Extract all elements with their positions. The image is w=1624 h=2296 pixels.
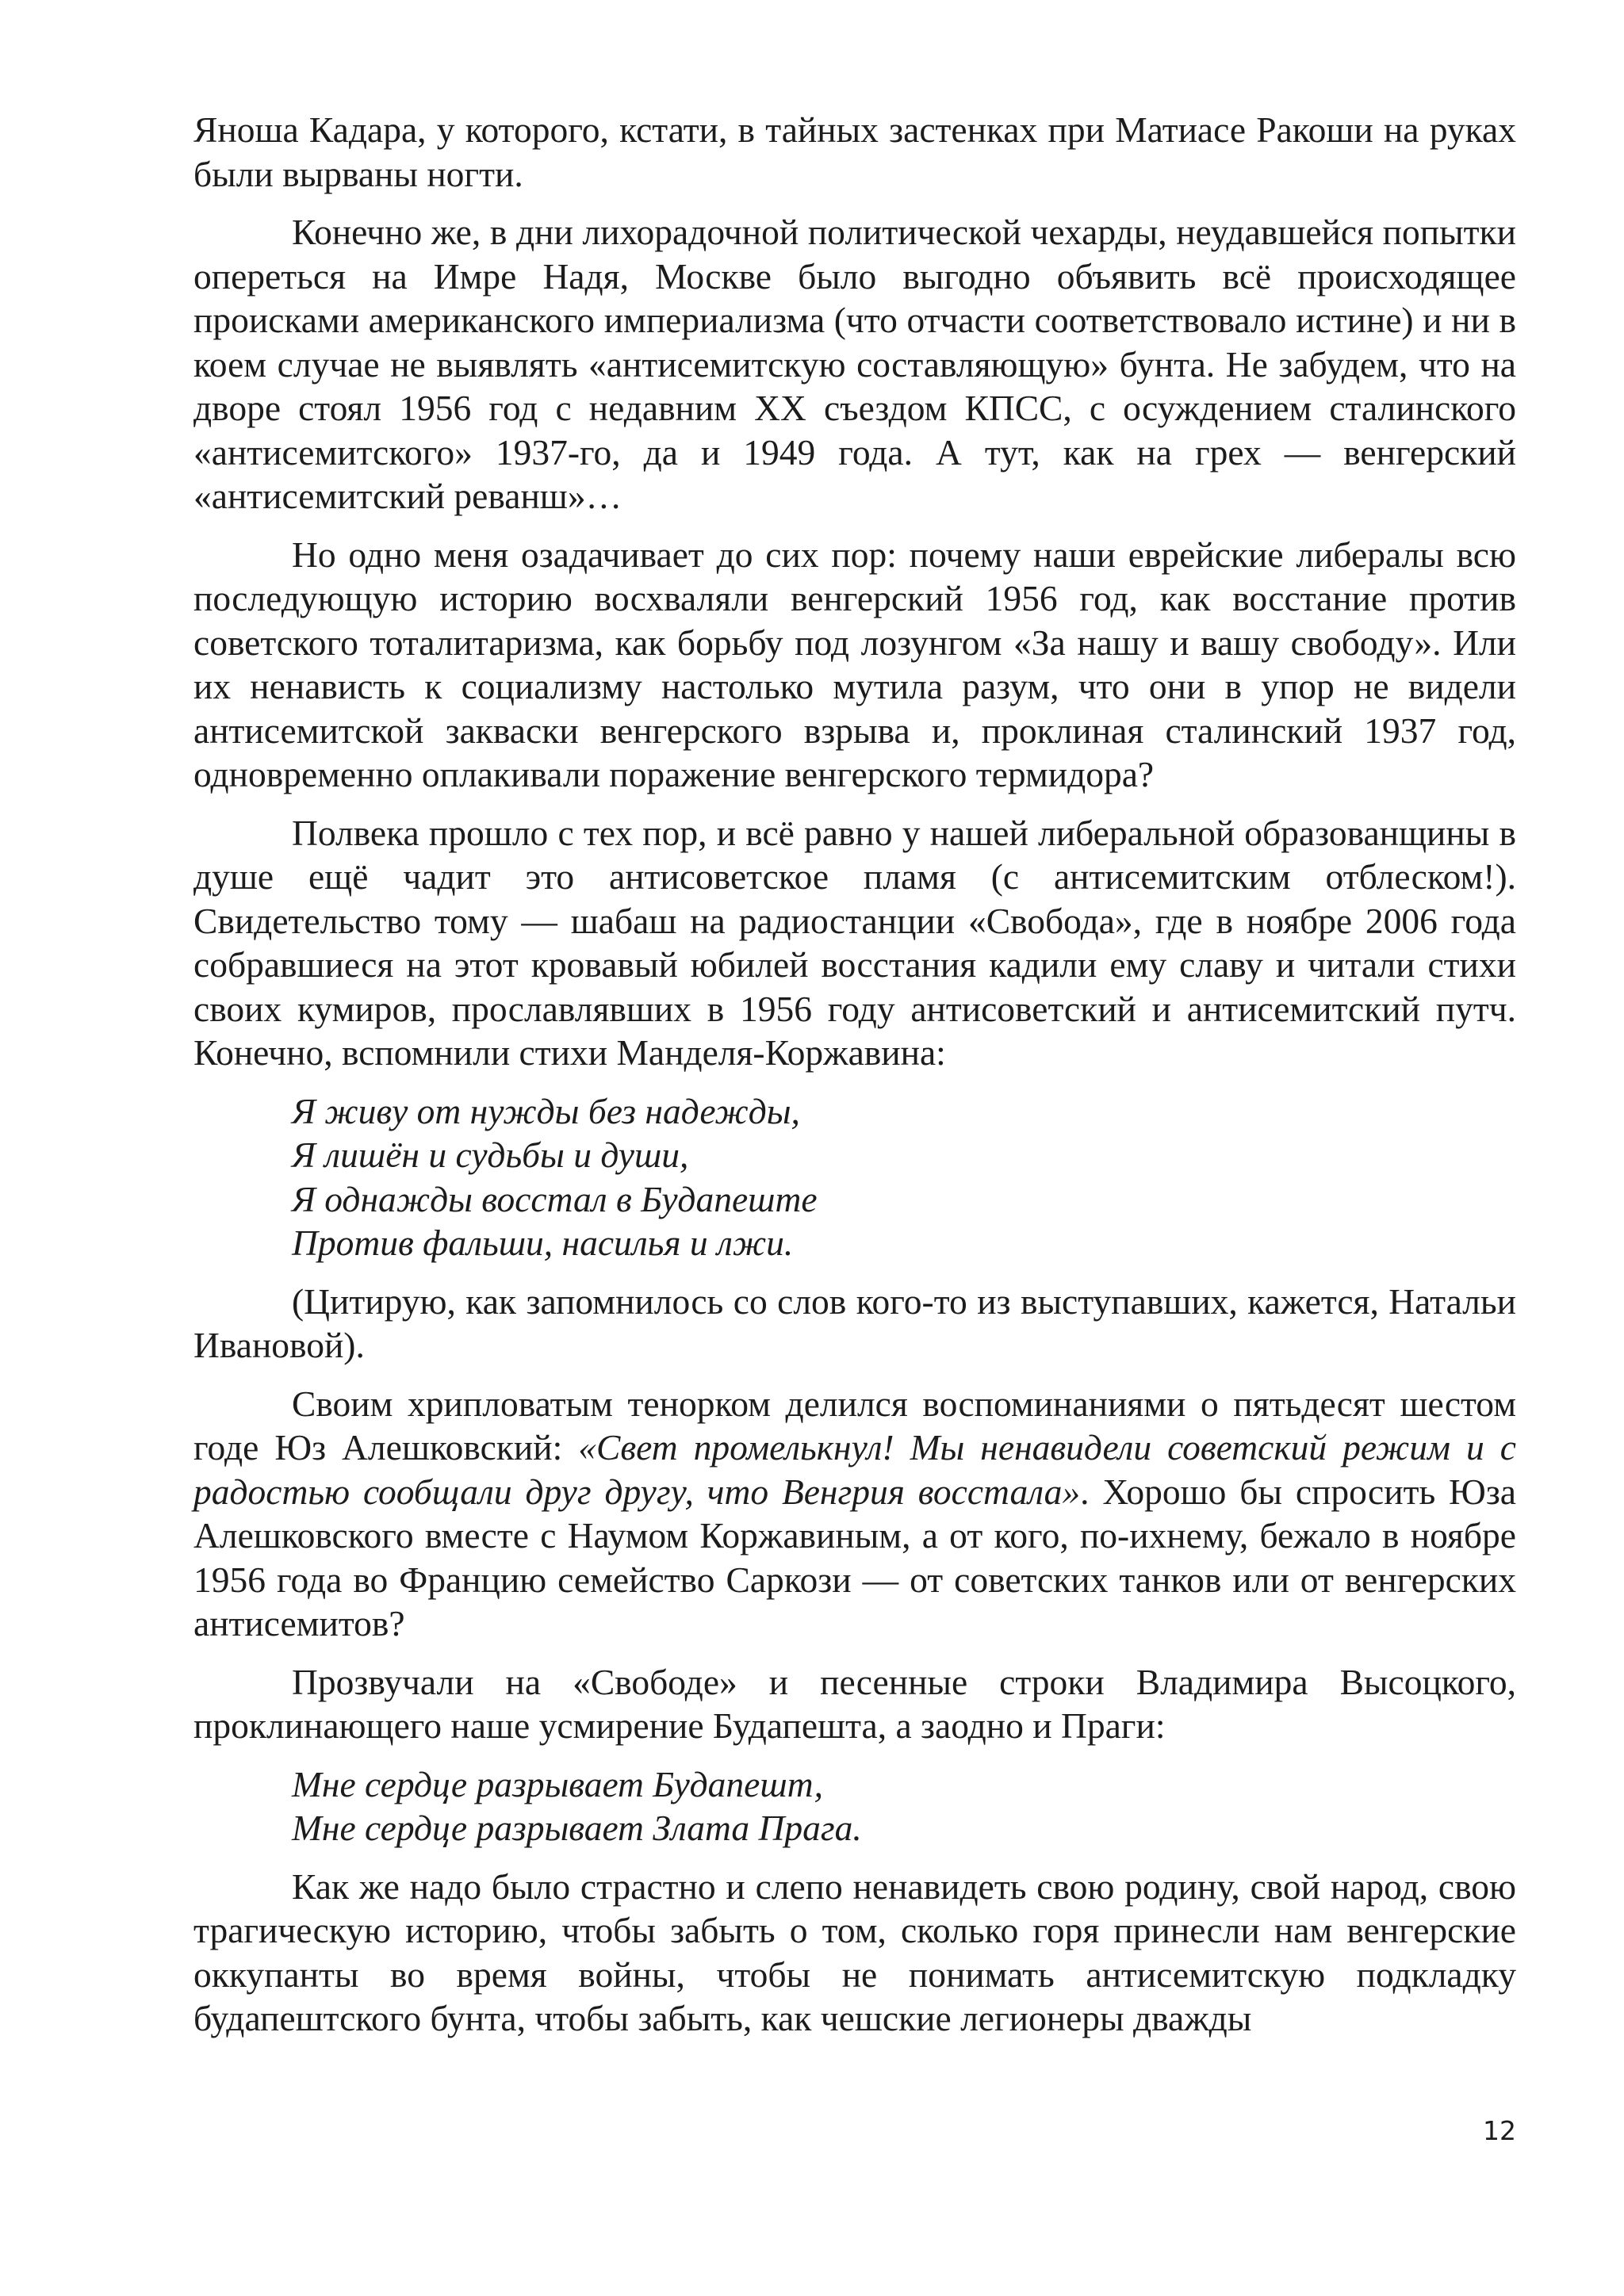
paragraph: Яноша Кадара, у которого, кстати, в тайных застенках при Матиасе Ракоши на руках были вырваны ногти. [193,109,1516,194]
verse-line: Мне сердце разрывает Злата Прага. [292,1808,862,1848]
document-page [193,108,1516,2055]
verse-line: Я однажды восстал в Будапеште [292,1178,818,1219]
italic-quote: «Свет промелькнул! Мы ненавидели советский режим и с радостью сообщали друг другу, что Венгрия восстала» [193,1427,1516,1512]
paragraph: Но одно меня озадачивает до сих пор: почему наши еврейские либералы всю последующую историю восхваляли венгерский 1956 год, как восстание против советского тоталитаризма, как борьбу под лозунгом «За нашу и вашу свободу». Или их ненависть к социализму настолько мутила разум, что они в упор не видели антисемитской закваски венгерского взрыва и, проклиная сталинский 1937 год, одновременно оплакивали поражение венгерского термидора? [193,534,1516,794]
paragraph: Как же надо было страстно и слепо ненавидеть свою родину, свой народ, свою трагическую историю, чтобы забыть о том, сколько горя принесли нам венгерские оккупанты во время войны, чтобы не понимать антисемитскую подкладку будапештского бунта, чтобы забыть, как чешские легионеры дважды [193,1866,1516,2038]
verse-line: Я живу от нужды без надежды, [292,1090,800,1131]
page-number: 12 [1483,2115,1516,2146]
paragraph [193,1382,1516,1646]
verse-line: Мне сердце разрывает Будапешт, [292,1763,824,1804]
verse-line: Против фальши, насилья и лжи. [292,1223,794,1263]
paragraph: (Цитирую, как запомнилось со слов кого-то из выступавших, кажется, Натальи Ивановой). [193,1280,1516,1365]
paragraph-text: Своим хрипловатым тенорком делился воспоминаниями о пятьдесят шестом годе Юз Алешковский: [193,1383,1516,1468]
verse-vysotsky [292,1762,1516,1850]
paragraph: Конечно же, в дни лихорадочной политической чехарды, неудавшейся попытки опереться на Имре Надя, Москве было выгодно объявить всё происходящее происками американского империализма (что отчасти соответствовало истине) и ни в коем случае не выявлять «антисемитскую составляющую» бунта. Не забудем, что на дворе стоял 1956 год с недавним XX съездом КПСС, с осуждением сталинского «антисемитского» 1937-го, да и 1949 года. А тут, как на грех — венгерский «антисемитский реванш»… [193,212,1516,516]
paragraph-text: . Хорошо бы спросить Юза Алешковского вместе с Наумом Коржавиным, а от кого, по-ихнему, бежало в ноябре 1956 года во Францию семейство Саркози — от советских танков или от венгерских антисемитов? [193,1471,1516,1644]
paragraph: Полвека прошло с тех пор, и всё равно у нашей либеральной образованщины в душе ещё чадит это антисоветское пламя (с антисемитским отблеском!). Свидетельство тому — шабаш на радиостанции «Свобода», где в ноябре 2006 года собравшиеся на этот кровавый юбилей восстания кадили ему славу и читали стихи своих кумиров, прославлявших в 1956 году антисоветский и антисемитский путч. Конечно, вспомнили стихи Манделя-Коржавина: [193,812,1516,1073]
paragraph: Прозвучали на «Свободе» и песенные строки Владимира Высоцкого, проклинающего наше усмирение Будапешта, а заодно и Праги: [193,1661,1516,1746]
verse-line: Я лишён и судьбы и души, [292,1135,689,1175]
verse-korzhavin [292,1089,1516,1265]
